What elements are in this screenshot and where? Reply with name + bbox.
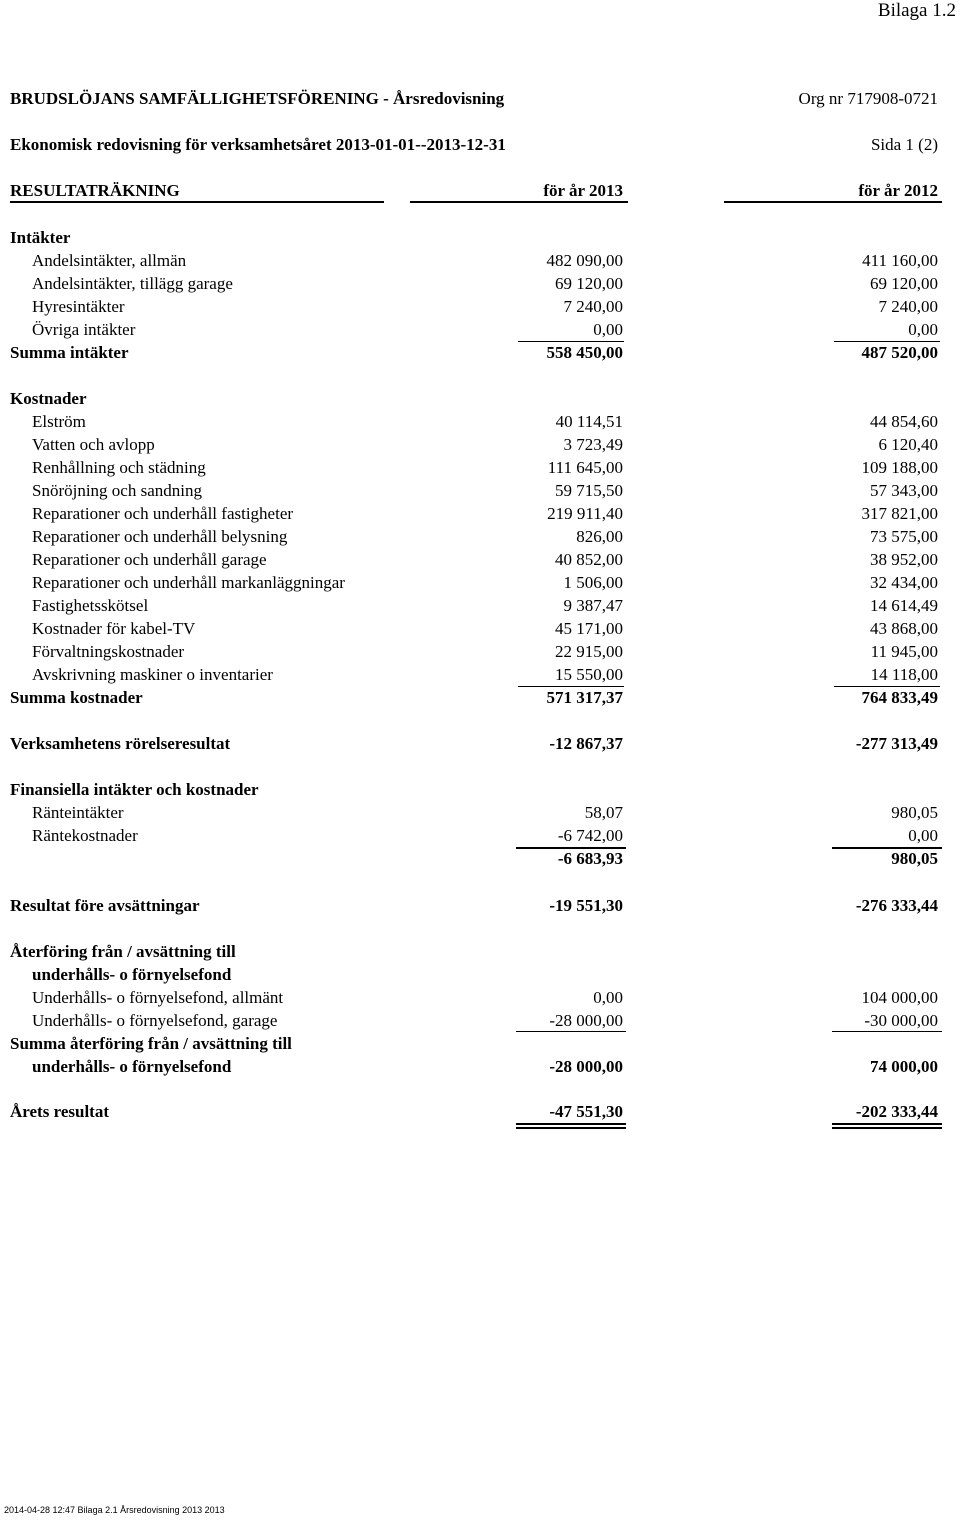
row-value-2013: -6 742,00 <box>557 826 623 845</box>
operating-result-2013: -12 867,37 <box>549 734 623 753</box>
row-value-2013: 59 715,50 <box>555 481 623 500</box>
row-value-2012: 0,00 <box>908 826 938 845</box>
row-label: Elström <box>32 412 86 431</box>
row-label: Förvaltningskostnader <box>32 642 185 661</box>
row-value-2012: 73 575,00 <box>870 527 938 546</box>
row-label: Underhålls- o förnyelsefond, allmänt <box>32 988 284 1007</box>
annual-result-2013: -47 551,30 <box>549 1102 623 1121</box>
row-label: Hyresintäkter <box>32 297 125 316</box>
row-value-2012: 104 000,00 <box>861 988 938 1007</box>
subtotal-line-2013 <box>518 341 624 342</box>
document-subtitle: Ekonomisk redovisning för verksamhetsåret 2013-01-01--2013-12-31 <box>10 135 506 154</box>
row-value-2013: 15 550,00 <box>555 665 623 684</box>
operating-result-2012: -277 313,49 <box>855 734 938 753</box>
header-underline-2013 <box>410 201 628 203</box>
row-value-2013: 219 911,40 <box>547 504 623 523</box>
sum-value-2013: -28 000,00 <box>549 1057 623 1076</box>
row-value-2013: 9 387,47 <box>563 596 623 615</box>
sum-value-2013: 558 450,00 <box>546 343 623 362</box>
row-value-2013: 1 506,00 <box>563 573 623 592</box>
row-value-2012: 14 614,49 <box>870 596 938 615</box>
double-underline-2013-a <box>516 1123 626 1125</box>
row-value-2012: 109 188,00 <box>861 458 938 477</box>
row-value-2012: 11 945,00 <box>870 642 938 661</box>
subtotal-line-2013 <box>518 686 624 687</box>
sum-value-2012: 74 000,00 <box>870 1057 938 1076</box>
row-value-2012: 57 343,00 <box>870 481 938 500</box>
row-value-2013: 40 852,00 <box>555 550 623 569</box>
sum-value-2013: -6 683,93 <box>557 849 623 868</box>
section-heading-aterforing: Återföring från / avsättning till <box>10 942 236 961</box>
double-underline-2012-a <box>832 1123 942 1125</box>
row-label: Reparationer och underhåll belysning <box>32 527 288 546</box>
row-value-2012: 44 854,60 <box>870 412 938 431</box>
row-value-2012: 980,05 <box>891 803 938 822</box>
subtotal-line-2012 <box>834 341 940 342</box>
row-value-2013: 40 114,51 <box>555 412 623 431</box>
result-before-allocations-label: Resultat före avsättningar <box>10 896 200 915</box>
row-value-2012: 14 118,00 <box>870 665 938 684</box>
row-value-2012: -30 000,00 <box>864 1011 938 1030</box>
row-label: Övriga intäkter <box>32 320 136 339</box>
row-value-2013: 22 915,00 <box>555 642 623 661</box>
row-label: Andelsintäkter, tillägg garage <box>32 274 233 293</box>
row-label: Avskrivning maskiner o inventarier <box>32 665 273 684</box>
page-number: Sida 1 (2) <box>870 135 938 154</box>
row-value-2013: 0,00 <box>593 320 623 339</box>
result-before-allocations-2013: -19 551,30 <box>549 896 623 915</box>
row-value-2012: 7 240,00 <box>878 297 938 316</box>
row-label: Kostnader för kabel-TV <box>32 619 196 638</box>
column-header-2013: för år 2013 <box>543 181 623 200</box>
section-heading-kostnader: Kostnader <box>10 389 87 408</box>
row-value-2013: 0,00 <box>593 988 623 1007</box>
sum-value-2012: 487 520,00 <box>861 343 938 362</box>
row-value-2013: 111 645,00 <box>547 458 623 477</box>
annual-result-2012: -202 333,44 <box>855 1102 938 1121</box>
subtotal-line-2013 <box>516 1031 626 1032</box>
sum-label: Summa intäkter <box>10 343 129 362</box>
attachment-label: Bilaga 1.2 <box>877 0 956 21</box>
header-underline-2012 <box>724 201 942 203</box>
row-label: Reparationer och underhåll markanläggningar <box>32 573 345 592</box>
row-value-2013: 7 240,00 <box>563 297 623 316</box>
sum-value-2012: 980,05 <box>891 849 938 868</box>
row-value-2012: 69 120,00 <box>870 274 938 293</box>
row-value-2013: 826,00 <box>576 527 623 546</box>
row-label: Räntekostnader <box>32 826 138 845</box>
row-value-2012: 38 952,00 <box>870 550 938 569</box>
row-value-2013: 482 090,00 <box>546 251 623 270</box>
row-value-2013: 69 120,00 <box>555 274 623 293</box>
row-value-2012: 317 821,00 <box>861 504 938 523</box>
row-value-2012: 0,00 <box>908 320 938 339</box>
annual-result-label: Årets resultat <box>10 1102 109 1121</box>
section-heading-intakter: Intäkter <box>10 228 71 247</box>
row-value-2013: 45 171,00 <box>555 619 623 638</box>
double-underline-2013-b <box>516 1127 626 1129</box>
sum-label: Summa kostnader <box>10 688 143 707</box>
row-value-2013: -28 000,00 <box>549 1011 623 1030</box>
sum-value-2013: 571 317,37 <box>546 688 623 707</box>
row-label: Ränteintäkter <box>32 803 124 822</box>
row-label: Renhållning och städning <box>32 458 206 477</box>
sum-label-cont: underhålls- o förnyelsefond <box>32 1057 232 1076</box>
document-title: BRUDSLÖJANS SAMFÄLLIGHETSFÖRENING - Årsredovisning <box>10 89 505 108</box>
row-label: Andelsintäkter, allmän <box>32 251 187 270</box>
sum-label: Summa återföring från / avsättning till <box>10 1034 292 1053</box>
subtotal-line-2012 <box>832 1031 942 1032</box>
column-header-2012: för år 2012 <box>858 181 938 200</box>
row-value-2012: 411 160,00 <box>862 251 938 270</box>
operating-result-label: Verksamhetens rörelseresultat <box>10 734 231 753</box>
sum-value-2012: 764 833,49 <box>861 688 938 707</box>
row-value-2012: 43 868,00 <box>870 619 938 638</box>
row-label: Reparationer och underhåll garage <box>32 550 267 569</box>
header-underline-label <box>10 201 384 203</box>
section-heading-finansiella: Finansiella intäkter och kostnader <box>10 780 259 799</box>
row-label: Snöröjning och sandning <box>32 481 202 500</box>
row-label: Vatten och avlopp <box>32 435 155 454</box>
row-label: Reparationer och underhåll fastigheter <box>32 504 294 523</box>
double-underline-2012-b <box>832 1127 942 1129</box>
row-value-2012: 6 120,40 <box>878 435 938 454</box>
subtotal-line-2012 <box>834 686 940 687</box>
row-value-2013: 58,07 <box>584 803 623 822</box>
print-footer: 2014-04-28 12:47 Bilaga 2.1 Årsredovisning 2013 2013 <box>4 1505 225 1515</box>
row-value-2013: 3 723,49 <box>563 435 623 454</box>
section-heading-aterforing-cont: underhålls- o förnyelsefond <box>32 965 232 984</box>
org-number: Org nr 717908-0721 <box>798 89 938 108</box>
result-before-allocations-2012: -276 333,44 <box>855 896 938 915</box>
row-label: Underhålls- o förnyelsefond, garage <box>32 1011 278 1030</box>
report-title: RESULTATRÄKNING <box>10 181 180 200</box>
row-label: Fastighetsskötsel <box>32 596 149 615</box>
row-value-2012: 32 434,00 <box>870 573 938 592</box>
